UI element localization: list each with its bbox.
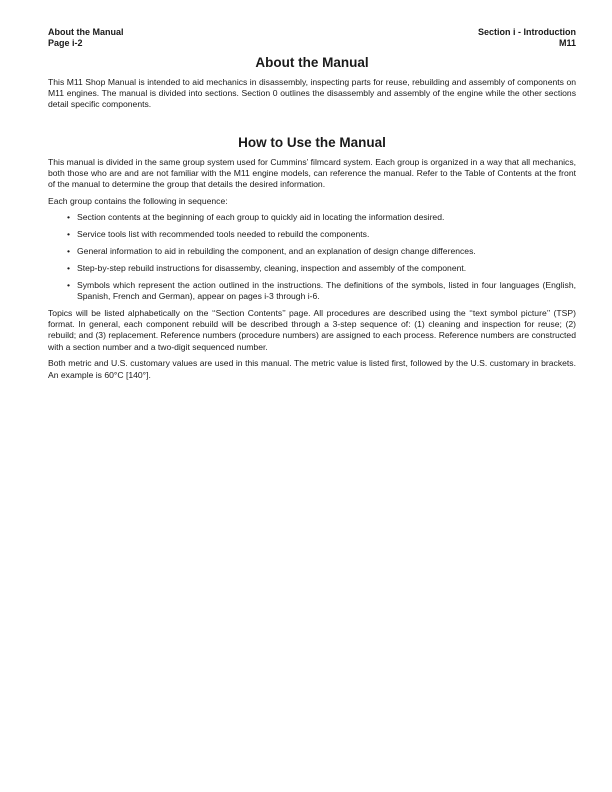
group-contents-list — [48, 212, 576, 302]
how-paragraph-4: Both metric and U.S. customary values are used in this manual. The metric value is listed first, followed by the U.S. customary in brackets. An example is 60°C [140°]. — [48, 358, 576, 380]
list-item: • General information to aid in rebuilding the component, and an explanation of design change differences. — [67, 246, 576, 257]
how-paragraph-3: Topics will be listed alphabetically on the ‘‘Section Contents’’ page. All procedures are described using the ‘‘text symbol picture’’ (TSP) format. In general, each component rebuild will be described through a 3-step sequence of: (1) cleaning and inspection for reuse; (2) rebuild; and (3) replacement. Reference numbers (procedure numbers) are assigned to each process. Reference numbers are constructed with a section number and a two-digit sequenced number. — [48, 308, 576, 352]
list-item: • Symbols which represent the action outlined in the instructions. The definitions of the symbols, listed in four languages (English, Spanish, French and German), appear on pages i-3 through i-6. — [67, 280, 576, 302]
page-number: Page i-2 — [48, 38, 83, 48]
about-paragraph: This M11 Shop Manual is intended to aid mechanics in disassembly, inspecting parts for reuse, rebuilding and assembly of components on M11 engines. The manual is divided into sections. Section 0 outlines the disassembly and assembly of the engine while the other sections detail specific components. — [48, 77, 576, 110]
header-left — [48, 27, 124, 49]
list-item: • Service tools list with recommended tools needed to rebuild the components. — [67, 229, 576, 240]
list-item: • Section contents at the beginning of each group to quickly aid in locating the information desired. — [67, 212, 576, 223]
header-title: About the Manual — [48, 27, 124, 37]
section-name: Section i - Introduction — [478, 27, 576, 37]
about-heading: About the Manual — [255, 55, 369, 70]
how-to-use-heading: How to Use the Manual — [238, 134, 386, 150]
list-item: • Step-by-step rebuild instructions for disassemby, cleaning, inspection and assembly of the component. — [67, 263, 576, 274]
how-paragraph-1: This manual is divided in the same group system used for Cummins’ filmcard system. Each group is organized in a way that all mechanics, both those who are and are not familiar with the M11 engine models, can reference the manual. Refer to the Table of Contents at the front of the manual to determine the group that details the desired information. — [48, 156, 576, 190]
page-content — [48, 55, 576, 386]
header-right — [478, 27, 576, 49]
engine-model: M11 — [558, 38, 576, 48]
how-paragraph-2: Each group contains the following in sequence: — [48, 195, 228, 206]
